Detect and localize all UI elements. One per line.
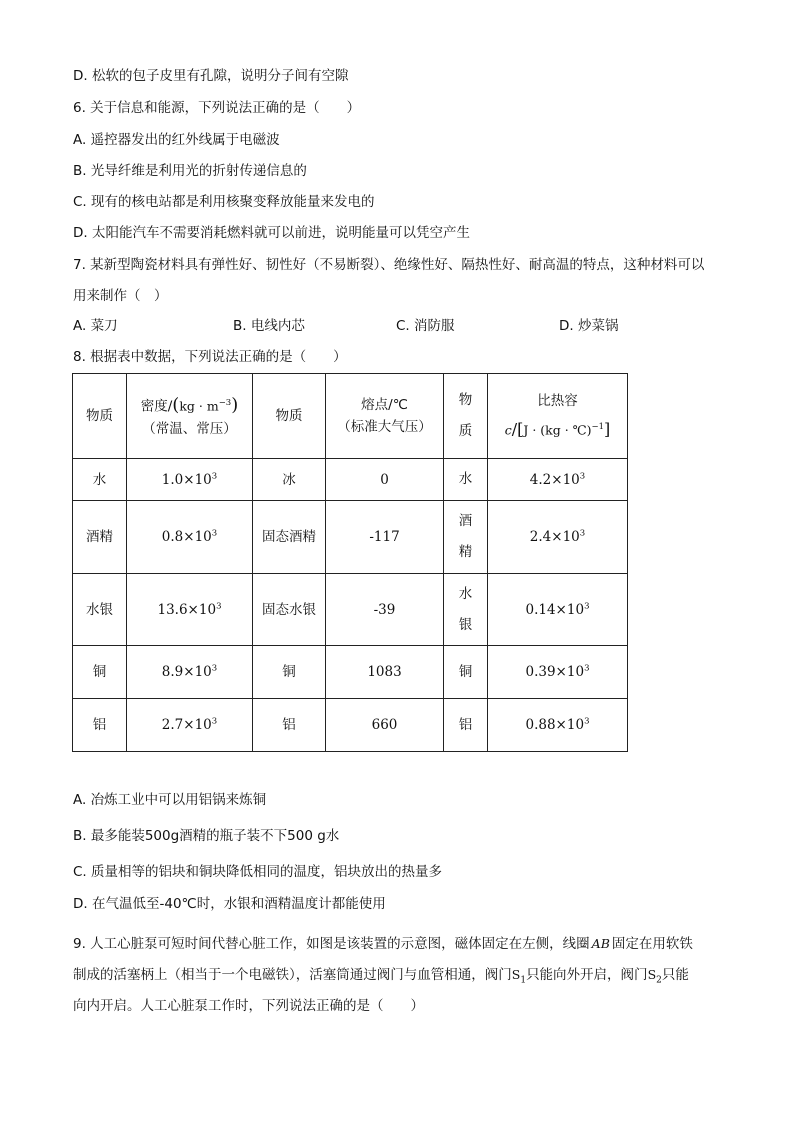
q8-option-c: C. 质量相等的铝块和铜块降低相同的温度，铝块放出的热量多 xyxy=(73,864,443,880)
q6-option-c: C. 现有的核电站都是利用核聚变释放能量来发电的 xyxy=(73,194,375,210)
q6-option-a: A. 遥控器发出的红外线属于电磁波 xyxy=(73,132,280,148)
table-row xyxy=(73,574,628,646)
q7-options xyxy=(73,316,733,336)
header-substance-3-b: 质 xyxy=(458,423,473,439)
row-density: $1.0\times 10^3$ xyxy=(127,459,253,501)
row-melting-point: -117 xyxy=(326,501,444,574)
row-substance: 水银 xyxy=(73,574,127,646)
row-substance: 酒精 xyxy=(73,501,127,574)
q8-option-a: A. 冶炼工业中可以用铝锅来炼铜 xyxy=(73,792,267,808)
heat-symbol: c xyxy=(504,422,512,438)
row-substance-2: 铝 xyxy=(253,699,326,752)
row-specific-heat: $2.4\times 10^3$ xyxy=(488,501,628,574)
heat-unit-exp: −1 xyxy=(591,422,605,433)
row-substance-3: 铜 xyxy=(444,646,488,699)
row-substance-2: 冰 xyxy=(253,459,326,501)
row-specific-heat: $0.14\times 10^3$ xyxy=(488,574,628,646)
q7-stem-line1: 7. 某新型陶瓷材料具有弹性好、韧性好（不易断裂）、绝缘性好、隔热性好、耐高温的特点，这种材料可以 xyxy=(73,257,705,273)
row-density: $13.6\times 10^3$ xyxy=(127,574,253,646)
row-substance-3: 水 银 xyxy=(444,574,488,646)
q6-stem: 6. 关于信息和能源，下列说法正确的是（ ） xyxy=(73,100,361,116)
heat-label: 比热容 xyxy=(537,393,578,410)
row-substance-2: 固态酒精 xyxy=(253,501,326,574)
header-density xyxy=(127,374,253,459)
row-substance-3: 水 xyxy=(444,459,488,501)
coil-label: AB xyxy=(591,936,610,951)
q7-option-d: D. 炒菜锅 xyxy=(559,318,619,334)
q7-option-b: B. 电线内芯 xyxy=(233,318,305,334)
q7-option-a: A. 菜刀 xyxy=(73,318,118,334)
q5-option-d: D. 松软的包子皮里有孔隙，说明分子间有空隙 xyxy=(73,68,349,84)
valve-s1: $S_1$ xyxy=(511,967,527,986)
row-specific-heat: $0.88\times 10^3$ xyxy=(488,699,628,752)
table-row xyxy=(73,646,628,699)
row-substance-3: 酒 精 xyxy=(444,501,488,574)
header-substance: 物质 xyxy=(73,374,127,459)
melting-label: 熔点/℃ xyxy=(361,397,408,413)
q7-stem-line2: 用来制作（ ） xyxy=(73,288,168,304)
density-label: 密度/ xyxy=(140,398,173,415)
row-substance: 水 xyxy=(73,459,127,501)
row-melting-point: 0 xyxy=(326,459,444,501)
row-substance-3: 铝 xyxy=(444,699,488,752)
q6-option-b: B. 光导纤维是利用光的折射传递信息的 xyxy=(73,163,307,179)
q9-line3: 向内开启。人工心脏泵工作时，下列说法正确的是（ ） xyxy=(73,998,424,1014)
row-melting-point: 1083 xyxy=(326,646,444,699)
row-specific-heat: $0.39\times 10^3$ xyxy=(488,646,628,699)
row-melting-point: -39 xyxy=(326,574,444,646)
row-substance: 铝 xyxy=(73,699,127,752)
q8-option-b: B. 最多能装500g酒精的瓶子装不下500 g水 xyxy=(73,828,340,844)
q9-line2: 制成的活塞柄上（相当于一个电磁铁），活塞筒通过阀门与血管相通，阀门$S_1$只能向外开启，阀门$S_2$只能 xyxy=(73,967,689,986)
density-unit: kg · m xyxy=(179,398,219,414)
q8-stem: 8. 根据表中数据，下列说法正确的是（ ） xyxy=(73,349,347,365)
table-row xyxy=(73,699,628,752)
table-header-row xyxy=(73,374,628,459)
density-condition: （常温、常压） xyxy=(142,420,237,437)
row-substance-2: 固态水银 xyxy=(253,574,326,646)
density-unit-exp: −3 xyxy=(218,398,232,409)
q9-line1: 9. 人工心脏泵可短时间代替心脏工作，如图是该装置的示意图，磁体固定在左侧，线圈 AB 固定在用软铁 xyxy=(73,936,693,952)
heat-unit: J · (kg · ℃) xyxy=(523,422,592,438)
q7-option-c: C. 消防服 xyxy=(396,318,455,334)
row-density: $8.9\times 10^3$ xyxy=(127,646,253,699)
row-melting-point: 660 xyxy=(326,699,444,752)
data-table xyxy=(72,373,628,752)
row-specific-heat: $4.2\times 10^3$ xyxy=(488,459,628,501)
row-substance-2: 铜 xyxy=(253,646,326,699)
table-row xyxy=(73,459,628,501)
table-row xyxy=(73,501,628,574)
melting-condition: （标准大气压） xyxy=(337,419,432,435)
q8-option-d: D. 在气温低至-40℃时，水银和酒精温度计都能使用 xyxy=(73,896,386,912)
row-substance: 铜 xyxy=(73,646,127,699)
row-density: $2.7\times 10^3$ xyxy=(127,699,253,752)
heat-unit-close: ] xyxy=(604,419,611,439)
header-substance-2: 物质 xyxy=(253,374,326,459)
heat-unit-open: /[ xyxy=(511,419,524,439)
header-substance-3-a: 物 xyxy=(458,392,473,408)
header-substance-3 xyxy=(444,374,488,459)
header-specific-heat xyxy=(488,374,628,459)
q6-option-d: D. 太阳能汽车不需要消耗燃料就可以前进，说明能量可以凭空产生 xyxy=(73,225,470,241)
valve-s2: $S_2$ xyxy=(647,967,662,986)
density-unit-close: ) xyxy=(231,394,239,416)
row-density: $0.8\times 10^3$ xyxy=(127,501,253,574)
density-unit-open: ( xyxy=(172,394,180,416)
header-melting-point xyxy=(326,374,444,459)
